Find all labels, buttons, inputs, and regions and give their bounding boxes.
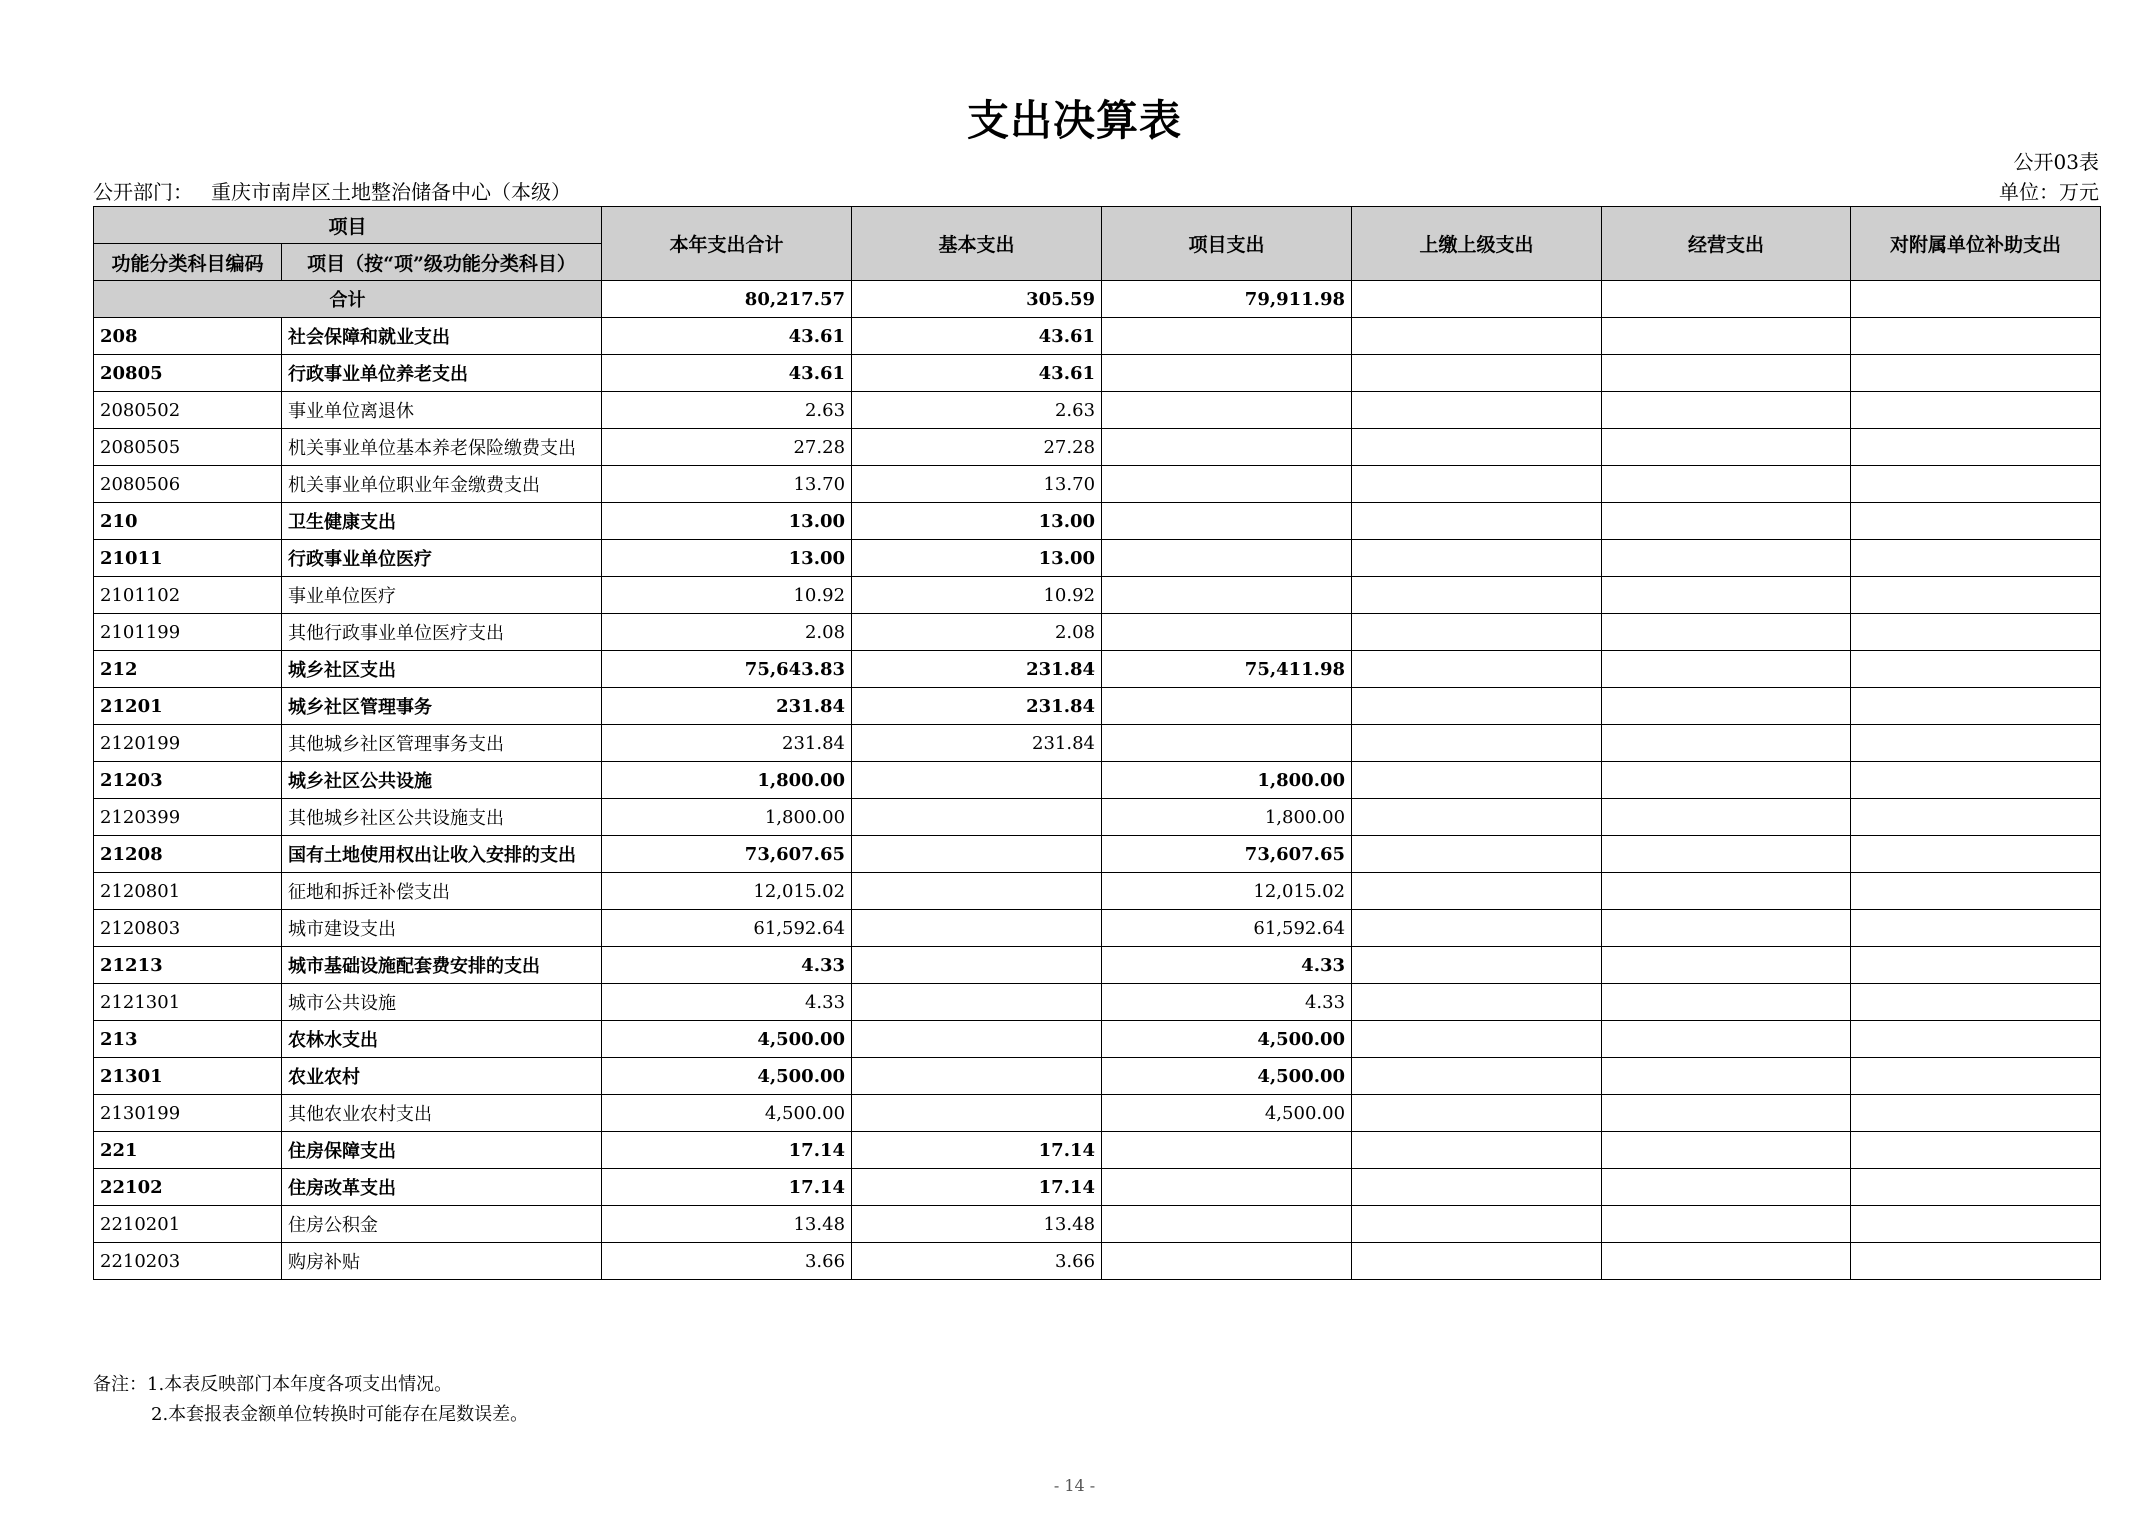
row-business	[1602, 725, 1851, 762]
table-row	[94, 540, 2101, 577]
row-name: 国有土地使用权出让收入安排的支出	[282, 836, 602, 873]
row-subsidy	[1851, 614, 2101, 651]
row-code: 2080505	[94, 429, 282, 466]
row-name: 机关事业单位基本养老保险缴费支出	[282, 429, 602, 466]
row-upper	[1352, 1243, 1602, 1280]
row-business	[1602, 1021, 1851, 1058]
row-code: 2101102	[94, 577, 282, 614]
row-basic: 13.70	[852, 466, 1102, 503]
row-project: 4,500.00	[1102, 1021, 1352, 1058]
row-project: 12,015.02	[1102, 873, 1352, 910]
row-project	[1102, 318, 1352, 355]
row-name: 机关事业单位职业年金缴费支出	[282, 466, 602, 503]
row-code: 2210201	[94, 1206, 282, 1243]
row-total: 17.14	[602, 1132, 852, 1169]
table-row	[94, 836, 2101, 873]
row-basic: 27.28	[852, 429, 1102, 466]
row-upper	[1352, 429, 1602, 466]
row-project	[1102, 503, 1352, 540]
row-name: 住房保障支出	[282, 1132, 602, 1169]
row-upper	[1352, 503, 1602, 540]
row-upper	[1352, 688, 1602, 725]
row-name: 住房改革支出	[282, 1169, 602, 1206]
row-business	[1602, 614, 1851, 651]
table-row	[94, 429, 2101, 466]
row-code: 208	[94, 318, 282, 355]
row-name: 事业单位医疗	[282, 577, 602, 614]
row-total: 1,800.00	[602, 762, 852, 799]
row-basic: 2.08	[852, 614, 1102, 651]
row-project	[1102, 540, 1352, 577]
row-basic: 13.00	[852, 540, 1102, 577]
row-upper	[1352, 1169, 1602, 1206]
row-name: 其他城乡社区公共设施支出	[282, 799, 602, 836]
row-upper	[1352, 355, 1602, 392]
table-row	[94, 651, 2101, 688]
row-upper	[1352, 614, 1602, 651]
row-total: 61,592.64	[602, 910, 852, 947]
row-upper	[1352, 466, 1602, 503]
total-business	[1602, 281, 1851, 318]
row-upper	[1352, 1206, 1602, 1243]
table-row	[94, 614, 2101, 651]
row-total: 231.84	[602, 688, 852, 725]
row-business	[1602, 1058, 1851, 1095]
row-project: 1,800.00	[1102, 799, 1352, 836]
row-project	[1102, 1206, 1352, 1243]
row-business	[1602, 947, 1851, 984]
row-subsidy	[1851, 873, 2101, 910]
row-subsidy	[1851, 984, 2101, 1021]
row-total: 4,500.00	[602, 1095, 852, 1132]
form-number: 公开03表	[2013, 150, 2099, 174]
row-code: 2080502	[94, 392, 282, 429]
row-name: 城市公共设施	[282, 984, 602, 1021]
row-upper	[1352, 577, 1602, 614]
table-row	[94, 1132, 2101, 1169]
row-basic	[852, 762, 1102, 799]
table-row	[94, 873, 2101, 910]
row-code: 2120399	[94, 799, 282, 836]
total-upper	[1352, 281, 1602, 318]
unit-label: 单位：万元	[1999, 180, 2099, 204]
table-row	[94, 799, 2101, 836]
row-upper	[1352, 762, 1602, 799]
row-project	[1102, 688, 1352, 725]
row-code: 2101199	[94, 614, 282, 651]
row-total: 231.84	[602, 725, 852, 762]
page-title: 支出决算表	[966, 96, 1182, 145]
table-row	[94, 1058, 2101, 1095]
row-subsidy	[1851, 1058, 2101, 1095]
row-total: 4,500.00	[602, 1058, 852, 1095]
row-basic	[852, 910, 1102, 947]
row-basic: 231.84	[852, 688, 1102, 725]
row-name: 城市基础设施配套费安排的支出	[282, 947, 602, 984]
row-code: 2120801	[94, 873, 282, 910]
row-basic: 10.92	[852, 577, 1102, 614]
row-project	[1102, 1169, 1352, 1206]
row-basic	[852, 1058, 1102, 1095]
row-total: 4.33	[602, 947, 852, 984]
table-row	[94, 503, 2101, 540]
page-number: - 14 -	[1053, 1476, 1096, 1495]
row-name: 城乡社区管理事务	[282, 688, 602, 725]
row-subsidy	[1851, 799, 2101, 836]
table-row	[94, 984, 2101, 1021]
row-total: 13.48	[602, 1206, 852, 1243]
table-row	[94, 910, 2101, 947]
row-basic: 43.61	[852, 355, 1102, 392]
row-business	[1602, 688, 1851, 725]
row-code: 20805	[94, 355, 282, 392]
row-upper	[1352, 836, 1602, 873]
row-subsidy	[1851, 392, 2101, 429]
row-upper	[1352, 1058, 1602, 1095]
row-upper	[1352, 318, 1602, 355]
note-2: 2.本套报表金额单位转换时可能存在尾数误差。	[151, 1404, 529, 1425]
row-project	[1102, 1243, 1352, 1280]
row-basic	[852, 799, 1102, 836]
expenditure-table	[93, 206, 2101, 1280]
row-name: 购房补贴	[282, 1243, 602, 1280]
row-business	[1602, 318, 1851, 355]
row-code: 2120199	[94, 725, 282, 762]
row-upper	[1352, 392, 1602, 429]
row-business	[1602, 1243, 1851, 1280]
row-code: 2120803	[94, 910, 282, 947]
row-total: 43.61	[602, 318, 852, 355]
row-business	[1602, 799, 1851, 836]
row-project	[1102, 614, 1352, 651]
table-row	[94, 466, 2101, 503]
row-basic	[852, 1095, 1102, 1132]
row-total: 75,643.83	[602, 651, 852, 688]
row-business	[1602, 355, 1851, 392]
row-name: 农林水支出	[282, 1021, 602, 1058]
row-subsidy	[1851, 503, 2101, 540]
row-project: 61,592.64	[1102, 910, 1352, 947]
row-code: 21208	[94, 836, 282, 873]
row-name: 行政事业单位养老支出	[282, 355, 602, 392]
row-subsidy	[1851, 1243, 2101, 1280]
row-subsidy	[1851, 429, 2101, 466]
row-project	[1102, 577, 1352, 614]
row-code: 213	[94, 1021, 282, 1058]
row-upper	[1352, 799, 1602, 836]
row-name: 其他城乡社区管理事务支出	[282, 725, 602, 762]
row-name: 住房公积金	[282, 1206, 602, 1243]
department-label: 公开部门：	[93, 180, 193, 204]
row-name: 卫生健康支出	[282, 503, 602, 540]
row-business	[1602, 984, 1851, 1021]
table-row	[94, 392, 2101, 429]
row-subsidy	[1851, 651, 2101, 688]
total-project: 79,911.98	[1102, 281, 1352, 318]
row-basic: 17.14	[852, 1132, 1102, 1169]
table-row	[94, 762, 2101, 799]
table-row	[94, 947, 2101, 984]
row-business	[1602, 873, 1851, 910]
row-subsidy	[1851, 318, 2101, 355]
row-business	[1602, 1095, 1851, 1132]
row-total: 4,500.00	[602, 1021, 852, 1058]
table-row	[94, 318, 2101, 355]
row-project	[1102, 725, 1352, 762]
row-code: 21213	[94, 947, 282, 984]
row-upper	[1352, 873, 1602, 910]
row-name: 城乡社区支出	[282, 651, 602, 688]
row-basic	[852, 873, 1102, 910]
row-basic: 43.61	[852, 318, 1102, 355]
row-code: 21201	[94, 688, 282, 725]
total-label: 合计	[94, 281, 602, 318]
row-basic: 2.63	[852, 392, 1102, 429]
department-name: 重庆市南岸区土地整治储备中心（本级）	[211, 180, 571, 204]
row-business	[1602, 1132, 1851, 1169]
row-total: 2.08	[602, 614, 852, 651]
row-business	[1602, 910, 1851, 947]
row-total: 10.92	[602, 577, 852, 614]
header-business: 经营支出	[1602, 207, 1851, 281]
row-project: 75,411.98	[1102, 651, 1352, 688]
row-code: 2210203	[94, 1243, 282, 1280]
header-name: 项目（按“项”级功能分类科目）	[282, 244, 602, 281]
row-upper	[1352, 947, 1602, 984]
row-subsidy	[1851, 1132, 2101, 1169]
total-subsidy	[1851, 281, 2101, 318]
row-business	[1602, 503, 1851, 540]
row-basic	[852, 984, 1102, 1021]
total-row	[94, 281, 2101, 318]
row-upper	[1352, 540, 1602, 577]
row-basic: 13.48	[852, 1206, 1102, 1243]
row-project	[1102, 355, 1352, 392]
row-subsidy	[1851, 688, 2101, 725]
row-business	[1602, 651, 1851, 688]
row-project: 1,800.00	[1102, 762, 1352, 799]
row-project: 73,607.65	[1102, 836, 1352, 873]
row-business	[1602, 762, 1851, 799]
row-code: 22102	[94, 1169, 282, 1206]
row-name: 事业单位离退休	[282, 392, 602, 429]
table-row	[94, 355, 2101, 392]
row-basic: 231.84	[852, 651, 1102, 688]
row-total: 17.14	[602, 1169, 852, 1206]
row-subsidy	[1851, 725, 2101, 762]
row-name: 其他行政事业单位医疗支出	[282, 614, 602, 651]
row-code: 221	[94, 1132, 282, 1169]
row-subsidy	[1851, 762, 2101, 799]
row-basic: 231.84	[852, 725, 1102, 762]
row-subsidy	[1851, 577, 2101, 614]
row-name: 征地和拆迁补偿支出	[282, 873, 602, 910]
table-row	[94, 1243, 2101, 1280]
row-total: 4.33	[602, 984, 852, 1021]
row-total: 13.70	[602, 466, 852, 503]
row-business	[1602, 466, 1851, 503]
row-name: 城市建设支出	[282, 910, 602, 947]
row-upper	[1352, 651, 1602, 688]
row-upper	[1352, 1021, 1602, 1058]
department-line	[93, 176, 571, 205]
table-row	[94, 1021, 2101, 1058]
row-basic: 17.14	[852, 1169, 1102, 1206]
total-amount: 80,217.57	[602, 281, 852, 318]
note-1: 备注：1.本表反映部门本年度各项支出情况。	[93, 1374, 453, 1395]
row-basic: 3.66	[852, 1243, 1102, 1280]
row-total: 43.61	[602, 355, 852, 392]
row-business	[1602, 540, 1851, 577]
header-project: 项目	[94, 207, 602, 244]
row-business	[1602, 392, 1851, 429]
row-subsidy	[1851, 1021, 2101, 1058]
row-upper	[1352, 1095, 1602, 1132]
row-code: 212	[94, 651, 282, 688]
row-project: 4.33	[1102, 984, 1352, 1021]
row-basic	[852, 1021, 1102, 1058]
row-code: 2080506	[94, 466, 282, 503]
row-name: 社会保障和就业支出	[282, 318, 602, 355]
row-subsidy	[1851, 1206, 2101, 1243]
row-name: 行政事业单位医疗	[282, 540, 602, 577]
row-business	[1602, 577, 1851, 614]
table-row	[94, 1095, 2101, 1132]
row-subsidy	[1851, 466, 2101, 503]
row-project	[1102, 392, 1352, 429]
row-code: 21301	[94, 1058, 282, 1095]
row-basic	[852, 947, 1102, 984]
total-basic: 305.59	[852, 281, 1102, 318]
table-row	[94, 725, 2101, 762]
row-name: 农业农村	[282, 1058, 602, 1095]
row-upper	[1352, 984, 1602, 1021]
row-subsidy	[1851, 910, 2101, 947]
row-upper	[1352, 910, 1602, 947]
header-upper: 上缴上级支出	[1352, 207, 1602, 281]
row-project	[1102, 466, 1352, 503]
notes	[93, 1370, 528, 1430]
row-business	[1602, 1169, 1851, 1206]
header-code: 功能分类科目编码	[94, 244, 282, 281]
row-business	[1602, 836, 1851, 873]
row-code: 21203	[94, 762, 282, 799]
row-total: 3.66	[602, 1243, 852, 1280]
row-project: 4,500.00	[1102, 1058, 1352, 1095]
row-name: 其他农业农村支出	[282, 1095, 602, 1132]
header-total: 本年支出合计	[602, 207, 852, 281]
row-business	[1602, 1206, 1851, 1243]
header-subsidy: 对附属单位补助支出	[1851, 207, 2101, 281]
row-code: 2121301	[94, 984, 282, 1021]
row-subsidy	[1851, 355, 2101, 392]
row-subsidy	[1851, 1169, 2101, 1206]
row-name: 城乡社区公共设施	[282, 762, 602, 799]
row-total: 27.28	[602, 429, 852, 466]
header-project-expenditure: 项目支出	[1102, 207, 1352, 281]
row-subsidy	[1851, 947, 2101, 984]
table-row	[94, 1206, 2101, 1243]
row-upper	[1352, 725, 1602, 762]
row-project: 4.33	[1102, 947, 1352, 984]
row-project: 4,500.00	[1102, 1095, 1352, 1132]
header-basic: 基本支出	[852, 207, 1102, 281]
row-subsidy	[1851, 836, 2101, 873]
row-subsidy	[1851, 1095, 2101, 1132]
row-total: 12,015.02	[602, 873, 852, 910]
row-basic	[852, 836, 1102, 873]
row-total: 13.00	[602, 540, 852, 577]
row-project	[1102, 1132, 1352, 1169]
row-subsidy	[1851, 540, 2101, 577]
row-project	[1102, 429, 1352, 466]
row-total: 73,607.65	[602, 836, 852, 873]
row-code: 21011	[94, 540, 282, 577]
row-code: 210	[94, 503, 282, 540]
table-row	[94, 577, 2101, 614]
row-total: 13.00	[602, 503, 852, 540]
row-total: 2.63	[602, 392, 852, 429]
table-row	[94, 1169, 2101, 1206]
row-total: 1,800.00	[602, 799, 852, 836]
row-code: 2130199	[94, 1095, 282, 1132]
row-basic: 13.00	[852, 503, 1102, 540]
table-row	[94, 688, 2101, 725]
row-business	[1602, 429, 1851, 466]
row-upper	[1352, 1132, 1602, 1169]
